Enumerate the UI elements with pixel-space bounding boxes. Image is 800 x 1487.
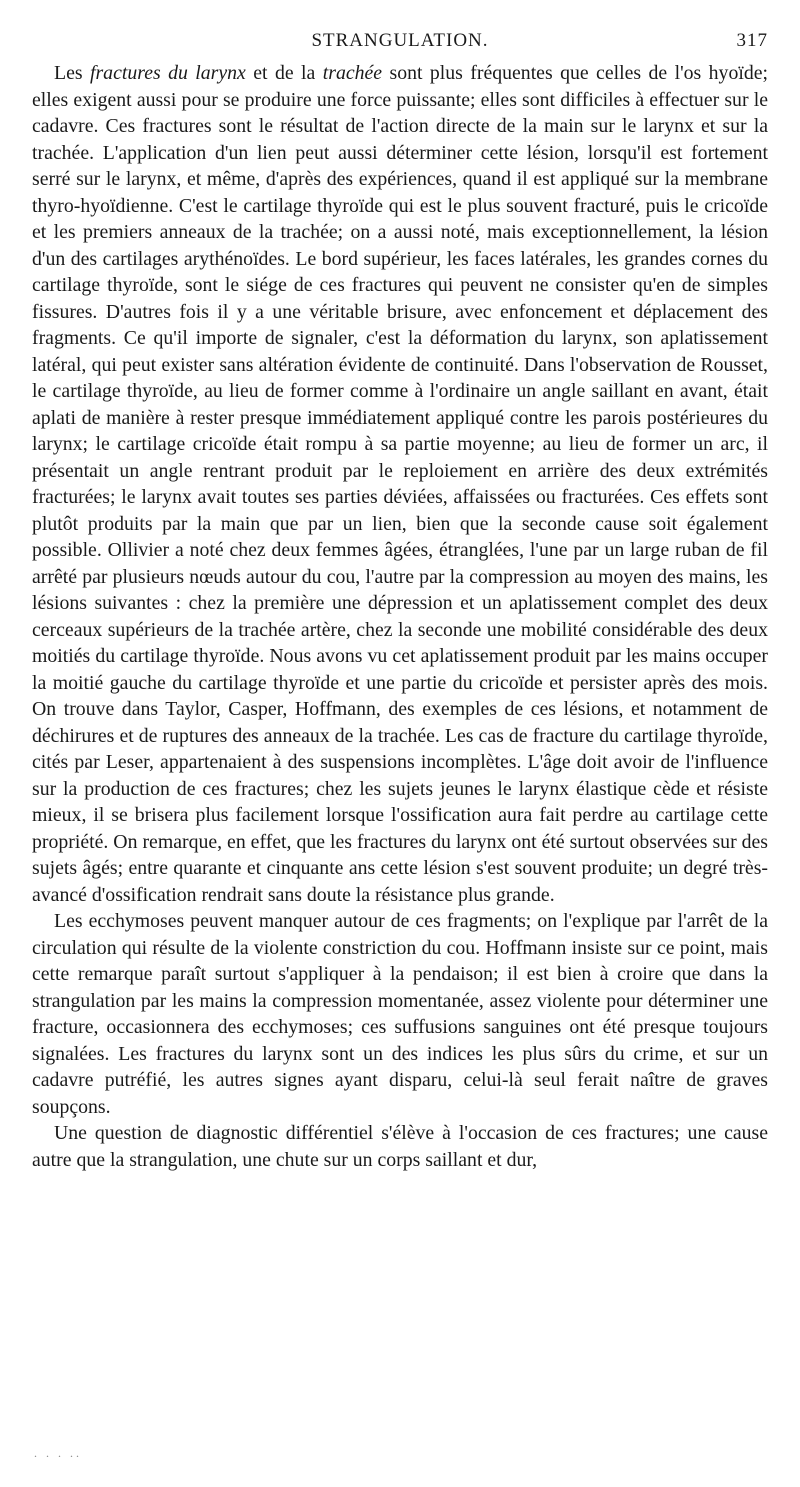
page-number: 317 [736, 30, 768, 51]
paragraph [32, 60, 768, 908]
paragraph [32, 1120, 768, 1173]
paragraph-text: et de la [245, 62, 323, 84]
paragraph [32, 908, 768, 1120]
italic-term: fractures du larynx [89, 62, 246, 84]
paragraph-text: sont plus fréquentes que celles de l'os hyoïde; elles exigent aussi pour se produire une force puissante; elles sont difficiles à effectuer sur le cadavre. Ces fractures sont le résultat de l'action directe de la main sur le larynx et sur la trachée. L'application d'un lien peut aussi déterminer cette lésion, lorsqu'il est fortement serré sur le larynx, et même, d'après des expériences, quand il est appliqué sur la membrane thyro-hyoïdienne. C'est le cartilage thyroïde qui est le plus souvent fracturé, puis le cricoïde et les premiers anneaux de la trachée; on a aussi noté, mais exceptionnellement, la lésion d'un des cartilages arythénoïdes. Le bord supérieur, les faces latérales, les grandes cornes du cartilage thyroïde, sont le siége de ces fractures qui peuvent ne consister qu'en de simples fissures. D'autres fois il y a une véritable brisure, avec enfoncement et déplacement des fragments. Ce qu'il importe de signaler, c'est la déformation du larynx, son aplatissement latéral, qui peut exister sans altération évidente de continuité. Dans l'observation de Rousset, le cartilage thyroïde, au lieu de former comme à l'ordinaire un angle saillant en avant, était aplati de manière à rester presque immédiatement appliqué contre les parois postérieures du larynx; le cartilage cricoïde était rompu à sa partie moyenne; au lieu de former un arc, il présentait un angle rentrant produit par le reploiement en arrière des deux extrémités fracturées; le larynx avait toutes ses parties déviées, affaissées ou fracturées. Ces effets sont plutôt produits par la main que par un lien, bien que la seconde cause soit également possible. Ollivier a noté chez deux femmes âgées, étranglées, l'une par un large ruban de fil arrêté par plusieurs nœuds autour du cou, l'autre par la compression au moyen des mains, les lésions suivantes : chez la première une dépression et un aplatissement complet des deux cerceaux supérieurs de la trachée artère, chez la seconde une mobilité considérable des deux moitiés du cartilage thyroïde. Nous avons vu cet aplatissement produit par les mains occuper la moitié gauche du cartilage thyroïde et une partie du cricoïde et persister après des mois. On trouve dans Taylor, Casper, Hoffmann, des exemples de ces lésions, et notamment de déchirures et de ruptures des anneaux de la trachée. Les cas de fracture du cartilage thyroïde, cités par Leser, appartenaient à des suspensions incomplètes. L'âge doit avoir de l'influence sur la production de ces fractures; chez les sujets jeunes le larynx élastique cède et résiste mieux, il se brisera plus facilement lorsque l'ossification aura fait perdre au cartilage cette propriété. On remarque, en effet, que les fractures du larynx ont été surtout observées sur des sujets âgés; entre quarante et cinquante ans cette lésion s'est souvent produite; un degré très-avancé d'ossification rendrait sans doute la résistance plus grande. [32, 62, 768, 906]
footer-marks: . . . .. [34, 1446, 82, 1460]
paragraph-text: Une question de diagnostic différentiel s'élève à l'occasion de ces fractures; une cause autre que la strangulation, une chute sur un corps saillant et dur, [32, 1122, 768, 1171]
italic-term: trachée [322, 62, 383, 84]
body-text [32, 60, 768, 1173]
paragraph-text: Les ecchymoses peuvent manquer autour de ces fragments; on l'explique par l'arrêt de la circulation qui résulte de la violente constriction du cou. Hoffmann insiste sur ce point, mais cette remarque paraît surtout s'appliquer à la pendaison; il est bien à croire que dans la strangulation par les mains la compression momentanée, assez violente pour déterminer une fracture, occasionnera des ecchymoses; ces suffusions sanguines ont été presque toujours signalées. Les fractures du larynx sont un des indices les plus sûrs du crime, et sur un cadavre putréfié, les autres signes ayant disparu, celui-là seul ferait naître de graves soupçons. [32, 910, 768, 1118]
book-page [32, 28, 768, 1173]
running-title: STRANGULATION. [311, 30, 489, 51]
paragraph-text: Les [54, 62, 90, 84]
running-head [32, 28, 768, 54]
